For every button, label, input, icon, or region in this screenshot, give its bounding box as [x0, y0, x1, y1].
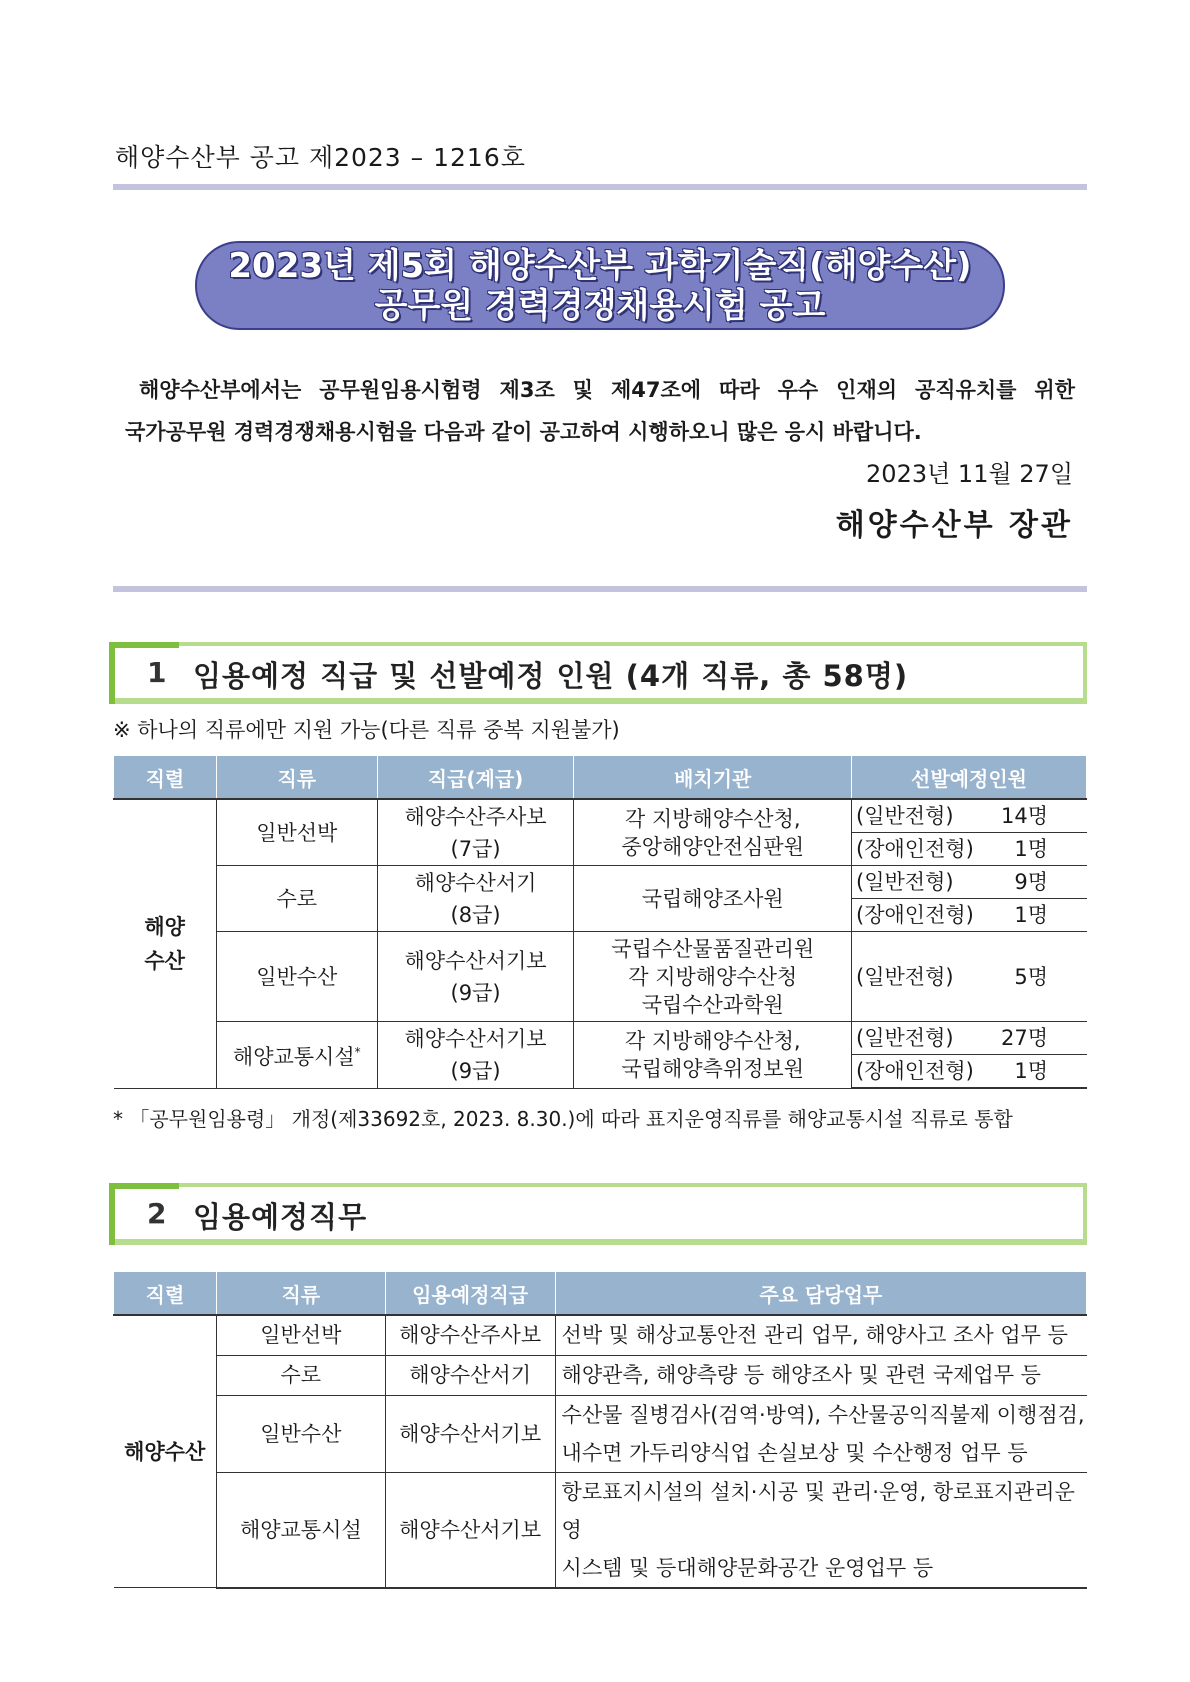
duty-cell [555, 1355, 1086, 1395]
grade-name: 해양수산서기 [414, 870, 537, 895]
track-cell: 해양교통시설 [216, 1472, 385, 1588]
intro-text [125, 369, 1075, 453]
title-banner [195, 241, 1005, 330]
grade-cell: 해양수산서기보 [385, 1395, 555, 1472]
duty-line: 시스템 및 등대해양문화공간 운영업무 등 [561, 1555, 934, 1580]
grade-cell: 해양수산주사보 [385, 1315, 555, 1355]
quota-type: (일반전형) [856, 870, 954, 894]
duty-line: 수산물 질병검사(검역·방역), 수산물공익직불제 이행점검, [561, 1402, 1085, 1427]
grade-cell [377, 799, 574, 866]
track-label: 해양교통시설 [232, 1045, 355, 1070]
grade-name: 해양수산주사보 [404, 804, 547, 829]
header-track: 직류 [216, 1272, 385, 1315]
quota-type: (일반전형) [856, 804, 954, 828]
quota-cell [852, 932, 1087, 1022]
grade-name: 해양수산서기보 [404, 1026, 547, 1051]
quota-cell [852, 899, 1087, 932]
quota-cell [852, 833, 1087, 866]
quota-count: 1명 [1014, 1059, 1049, 1083]
quota-type: (장애인전형) [856, 837, 974, 861]
notice-date: 2023년 11월 27일 [866, 460, 1073, 488]
quota-count: 1명 [1014, 837, 1049, 861]
table-row [114, 1315, 1087, 1355]
grade-level: (8급) [450, 902, 501, 927]
duty-cell [555, 1472, 1086, 1588]
quota-table-header [114, 756, 1087, 799]
agency-line: 중앙해양안전심판원 [621, 834, 804, 859]
intro-line-2: 국가공무원 경력경쟁채용시험을 다음과 같이 공고하여 시행하오니 많은 응시 바랍니다. [125, 420, 922, 444]
notice-number: 해양수산부 공고 제2023 – 1216호 [115, 143, 526, 172]
grade-name: 해양수산서기보 [404, 948, 547, 973]
duty-cell [555, 1315, 1086, 1355]
agency-cell [574, 932, 852, 1022]
quota-type: (장애인전형) [856, 903, 974, 927]
grade-level: (9급) [450, 1058, 501, 1083]
duty-line: 내수면 가두리양식업 손실보상 및 수산행정 업무 등 [561, 1440, 1028, 1465]
header-series: 직렬 [114, 1272, 217, 1315]
track-cell: 일반선박 [216, 1315, 385, 1355]
quota-count: 9명 [1014, 870, 1049, 894]
table-row [114, 1022, 1087, 1055]
header-quota: 선발예정인원 [852, 756, 1087, 799]
agency-line: 각 지방해양수산청, [624, 1028, 801, 1053]
quota-type: (일반전형) [856, 964, 954, 989]
track-cell: 수로 [216, 866, 377, 932]
agency-cell [574, 1022, 852, 1089]
section-2-title: 임용예정직무 [193, 1200, 368, 1234]
quota-type: (일반전형) [856, 1026, 954, 1050]
intro-line-1: 해양수산부에서는 공무원임용시험령 제3조 및 제47조에 따라 우수 인재의 공직유치를 위한 [139, 378, 1075, 402]
table-row [114, 799, 1087, 833]
grade-level: (7급) [450, 836, 501, 861]
agency-line: 국립해양측위정보원 [621, 1056, 804, 1081]
quota-cell [852, 799, 1087, 833]
track-cell: 일반수산 [216, 1395, 385, 1472]
quota-footnote: * 「공무원임용령」 개정(제33692호, 2023. 8.30.)에 따라 표지운영직류를 해양교통시설 직류로 통합 [113, 1107, 1013, 1131]
grade-cell [377, 1022, 574, 1089]
series-cell: 해양수산 [114, 1315, 217, 1588]
section-1-header [113, 642, 1087, 704]
quota-count: 1명 [1014, 903, 1049, 927]
table-row [114, 932, 1087, 1022]
duty-cell [555, 1395, 1086, 1472]
section-1-note: ※ 하나의 직류에만 지원 가능(다른 직류 중복 지원불가) [113, 718, 620, 742]
agency-line: 각 지방해양수산청, [624, 806, 801, 831]
quota-cell [852, 866, 1087, 899]
series-cell [114, 799, 217, 1088]
table-row [114, 866, 1087, 899]
agency-cell [574, 799, 852, 866]
duty-line: 항로표지시설의 설치·시공 및 관리·운영, 항로표지관리운영 [561, 1479, 1075, 1542]
agency-line: 국립해양조사원 [641, 886, 784, 911]
grade-level: (9급) [450, 980, 501, 1005]
series-line-2: 수산 [144, 948, 185, 973]
series-line-1: 해양 [144, 914, 185, 939]
agency-line: 각 지방해양수산청 [628, 964, 798, 989]
table-row [114, 1395, 1087, 1472]
table-row [114, 1472, 1087, 1588]
title-line-2: 공무원 경력경쟁채용시험 공고 [374, 285, 826, 326]
duty-table-header [114, 1272, 1087, 1315]
track-footnote-mark: * [354, 1045, 361, 1060]
quota-cell [852, 1055, 1087, 1089]
header-series: 직렬 [114, 756, 217, 799]
middle-rule [113, 586, 1087, 592]
quota-table [113, 756, 1087, 1089]
section-2-number: 2 [147, 1197, 167, 1230]
table-row [114, 1355, 1087, 1395]
header-track: 직류 [216, 756, 377, 799]
track-cell: 일반선박 [216, 799, 377, 866]
section-2-header [113, 1183, 1087, 1245]
grade-cell [377, 866, 574, 932]
quota-count: 14명 [1001, 804, 1049, 828]
title-line-1: 2023년 제5회 해양수산부 과학기술직(해양수산) [228, 245, 972, 286]
duty-line: 해양관측, 해양측량 등 해양조사 및 관련 국제업무 등 [561, 1363, 1041, 1387]
top-rule [113, 184, 1087, 190]
agency-line: 국립수산과학원 [641, 992, 784, 1017]
header-grade: 직급(계급) [377, 756, 574, 799]
quota-type: (장애인전형) [856, 1059, 974, 1083]
grade-cell [377, 932, 574, 1022]
grade-cell: 해양수산서기 [385, 1355, 555, 1395]
duty-table [113, 1272, 1087, 1589]
quota-count: 5명 [1014, 964, 1049, 989]
quota-cell [852, 1022, 1087, 1055]
grade-cell: 해양수산서기보 [385, 1472, 555, 1588]
track-cell: 일반수산 [216, 932, 377, 1022]
duty-line: 선박 및 해상교통안전 관리 업무, 해양사고 조사 업무 등 [561, 1323, 1068, 1348]
track-cell [216, 1022, 377, 1089]
header-grade: 임용예정직급 [385, 1272, 555, 1315]
agency-line: 국립수산물품질관리원 [611, 936, 815, 961]
section-1-number: 1 [147, 656, 167, 689]
section-1-title: 임용예정 직급 및 선발예정 인원 (4개 직류, 총 58명) [193, 659, 909, 693]
agency-cell [574, 866, 852, 932]
quota-count: 27명 [1001, 1026, 1049, 1050]
signer: 해양수산부 장관 [835, 508, 1073, 543]
track-cell: 수로 [216, 1355, 385, 1395]
header-agency: 배치기관 [574, 756, 852, 799]
header-duties: 주요 담당업무 [555, 1272, 1086, 1315]
